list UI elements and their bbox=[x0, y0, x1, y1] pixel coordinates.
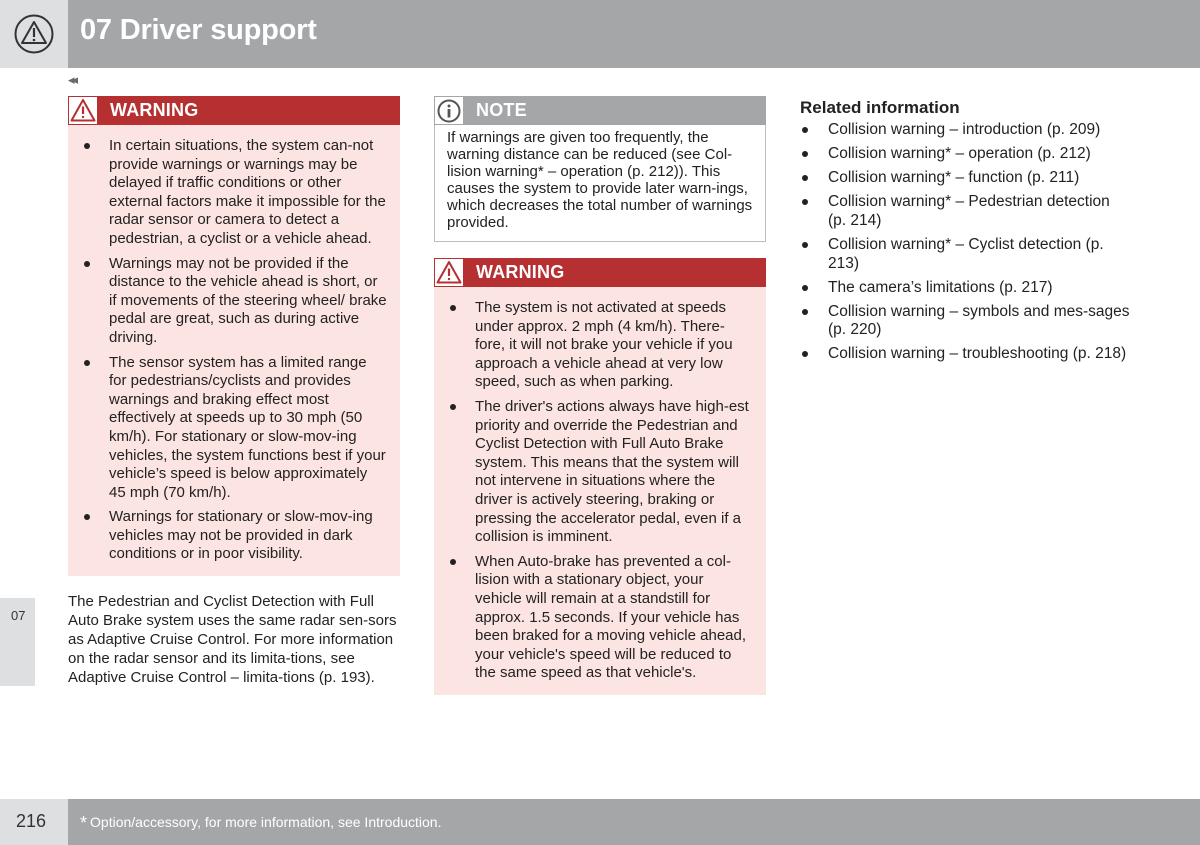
warning-triangle-icon bbox=[70, 98, 96, 123]
related-info-list bbox=[800, 121, 1130, 364]
note-box-title: NOTE bbox=[476, 100, 527, 120]
list-item: The sensor system has a limited range for pedestrians/cyclists and provides warnings and braking effect most effectively at speeds up to 30 mph (50 km/h). For stationary or slow-mov-ing vehicles, the system functions best if your vehicle’s speed is below approximately 45 mph (70 km/h). bbox=[68, 354, 388, 503]
footnote-star: * bbox=[80, 813, 88, 833]
note-box bbox=[434, 96, 766, 242]
note-icon-cell bbox=[434, 96, 464, 125]
chapter-tab[interactable] bbox=[0, 598, 35, 686]
column-right bbox=[800, 98, 1130, 370]
footer-note-text: Option/accessory, for more information, see Introduction. bbox=[90, 814, 442, 830]
related-link[interactable]: Collision warning* – function (p. 211) bbox=[800, 169, 1130, 188]
warning-box-1-header bbox=[68, 96, 400, 125]
warning-box-2-list bbox=[434, 287, 766, 695]
list-item: The driver's actions always have high-est priority and override the Pedestrian and Cyclist Detection with Full Auto Brake system. This means that the system will not intervene in situations where the driver is actively steering, braking or pressing the accelerator pedal, even if a collision is imminent. bbox=[434, 398, 754, 547]
related-link[interactable]: Collision warning – introduction (p. 209) bbox=[800, 121, 1130, 140]
warning-box-1-list bbox=[68, 125, 400, 576]
warning-box-2 bbox=[434, 258, 766, 695]
warning-box-2-title: WARNING bbox=[476, 262, 565, 282]
list-item: When Auto-brake has prevented a col-lision with a stationary object, your vehicle will remain at a standstill for approx. 1.5 seconds. If your vehicle has been braked for a moving vehicle ahead, your vehicle's speed will be reduced to the same speed as that vehicle's. bbox=[434, 553, 754, 683]
list-item: Warnings may not be provided if the distance to the vehicle ahead is short, or if movements of the steering wheel/ brake pedal are great, such as during active driving. bbox=[68, 255, 388, 348]
related-info-title: Related information bbox=[800, 98, 960, 117]
chapter-tab-label: 07 bbox=[11, 608, 26, 623]
footer-note bbox=[80, 813, 441, 834]
warning-icon-cell bbox=[434, 258, 464, 287]
warning-triangle-icon bbox=[14, 14, 54, 54]
page-footer bbox=[0, 799, 1200, 845]
note-box-body bbox=[434, 125, 766, 242]
related-link[interactable]: Collision warning* – Cyclist detection (p. 213) bbox=[800, 236, 1130, 273]
warning-box-2-header bbox=[434, 258, 766, 287]
related-link[interactable]: The camera’s limitations (p. 217) bbox=[800, 279, 1130, 298]
page-number-box bbox=[0, 799, 68, 845]
warning-icon-cell bbox=[68, 96, 98, 125]
list-item: In certain situations, the system can-not provide warnings or warnings may be delayed if traffic conditions or other external factors make it impossible for the radar sensor or camera to detect a pedestrian, a cyclist or a vehicle ahead. bbox=[68, 137, 388, 249]
info-icon bbox=[437, 99, 461, 123]
header-icon-box bbox=[0, 0, 68, 68]
column-middle bbox=[434, 96, 766, 695]
related-link[interactable]: Collision warning – troubleshooting (p. 218) bbox=[800, 345, 1130, 364]
page-title: 07 Driver support bbox=[80, 14, 317, 46]
column-left bbox=[68, 96, 400, 687]
warning-box-1 bbox=[68, 96, 400, 576]
note-text: If warnings are given too frequently, the warning distance can be reduced (see Col-lision warning* – operation (p. 212)). This causes the system to provide later warn-ings, which decreases the total number of warnings provided. bbox=[447, 129, 753, 231]
warning-triangle-icon bbox=[436, 260, 462, 285]
body-paragraph: The Pedestrian and Cyclist Detection with Full Auto Brake system uses the same radar sen-sors as Adaptive Cruise Control. For more information on the radar sensor and its limita-tions, see Adaptive Cruise Control – limita-tions (p. 193). bbox=[68, 593, 397, 687]
warning-box-1-title: WARNING bbox=[110, 100, 199, 120]
page-number: 216 bbox=[16, 811, 47, 831]
related-link[interactable]: Collision warning* – operation (p. 212) bbox=[800, 145, 1130, 164]
related-link[interactable]: Collision warning – symbols and mes-sages (p. 220) bbox=[800, 303, 1130, 340]
page-header bbox=[0, 0, 1200, 68]
related-link[interactable]: Collision warning* – Pedestrian detection (p. 214) bbox=[800, 193, 1130, 230]
list-item: Warnings for stationary or slow-mov-ing vehicles may not be provided in dark conditions or in poor visibility. bbox=[68, 508, 388, 564]
back-arrows-icon[interactable]: ◂◂ bbox=[68, 72, 76, 87]
note-box-header bbox=[434, 96, 766, 125]
list-item: The system is not activated at speeds under approx. 2 mph (4 km/h). There-fore, it will not brake your vehicle if you approach a vehicle ahead at very low speed, such as when parking. bbox=[434, 299, 754, 392]
